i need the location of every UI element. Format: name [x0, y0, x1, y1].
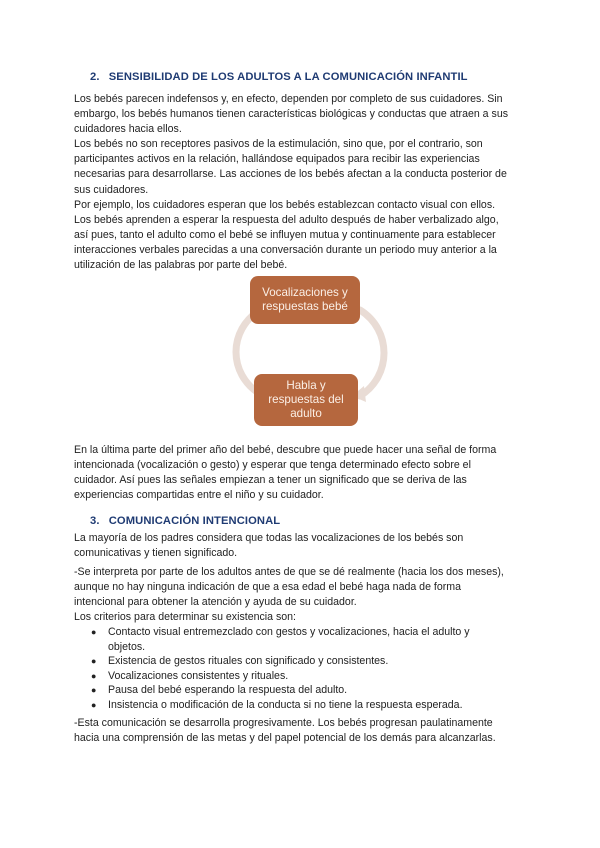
section-3-paragraph-2	[74, 565, 534, 625]
text-line: utilización de las palabras por parte del bebé.	[74, 259, 288, 272]
diagram-box-baby-line: respuestas bebé	[262, 300, 348, 313]
text-line: intencional para obtener la atención y ayuda de su cuidador.	[74, 596, 357, 609]
diagram-box-adult-line: Habla y	[286, 379, 326, 392]
text-line: -Esta comunicación se desarrolla progresivamente. Los bebés progresan paulatinamente	[74, 717, 493, 729]
bullet-icon: ●	[91, 627, 97, 637]
bullet-icon: ●	[91, 656, 97, 667]
text-line: comunicativas y tienen significado.	[74, 547, 238, 560]
text-line: embargo, los bebés humanos tienen características biológicas y conductas que atraen a sus	[74, 108, 509, 121]
text-line: -Se interpreta por parte de los adultos antes de que se dé realmente (hacia los dos meses),	[74, 566, 504, 578]
text-line: Por ejemplo, los cuidadores esperan que los bebés establezcan contacto visual con ellos.	[74, 198, 496, 211]
text-line: hacia una comprensión de las metas y del papel potencial de los demás para alcanzarlas.	[74, 732, 496, 745]
section-2-paragraph-1	[74, 92, 534, 273]
text-line: aunque no hay ninguna indicación de que a esa edad el bebé haga nada de forma	[74, 581, 461, 594]
criteria-list	[74, 625, 534, 713]
text-line: Los bebés parecen indefensos y, en efecto, dependen por completo de sus cuidadores. Sin	[74, 93, 503, 105]
text-line: participantes activos en la relación, hallándose equipados para recibir las experiencias	[74, 153, 480, 166]
section-3-paragraph-1	[74, 531, 534, 561]
text-line: cuidadores hacia ellos.	[74, 123, 182, 136]
diagram-box-baby	[250, 276, 360, 324]
list-item-text: Vocalizaciones consistentes y rituales.	[108, 669, 289, 682]
bullet-icon: ●	[91, 670, 97, 681]
bullet-icon: ●	[91, 699, 97, 710]
section-3-title: COMUNICACIÓN INTENCIONAL	[108, 515, 281, 527]
section-2-paragraph-2	[74, 443, 534, 503]
section-2-heading	[90, 71, 468, 83]
list-item	[74, 683, 534, 698]
diagram-box-adult-line: adulto	[290, 407, 322, 420]
text-line: En la última parte del primer año del bebé, descubre que puede hacer una señal de forma	[74, 444, 497, 456]
text-line: interacciones verbales parecidas a una conversación durante un periodo muy anterior a la	[74, 243, 497, 256]
list-item	[74, 669, 534, 684]
list-item	[74, 698, 534, 713]
text-line: Los bebés no son receptores pasivos de la estimulación, sino que, por el contrario, son	[74, 138, 483, 151]
section-3-number: 3.	[90, 515, 100, 527]
text-line: intencionada (vocalización o gesto) y esperar que tenga determinado efecto sobre el	[74, 459, 471, 472]
list-item	[74, 625, 534, 654]
text-line: así pues, tanto el adulto como el bebé se influyen mutua y continuamente para establecer	[74, 228, 496, 241]
text-line: La mayoría de los padres considera que todas las vocalizaciones de los bebés son	[74, 532, 464, 544]
diagram-box-adult-line: respuestas del	[268, 393, 344, 406]
list-item-text: Pausa del bebé esperando la respuesta del adulto.	[108, 684, 348, 697]
text-line: Los criterios para determinar su existencia son:	[74, 611, 296, 624]
list-item-text: Insistencia o modificación de la conducta si no tiene la respuesta esperada.	[108, 698, 463, 711]
diagram-box-baby-line: Vocalizaciones y	[262, 286, 348, 299]
list-item-text: Contacto visual entremezclado con gestos y vocalizaciones, hacia el adulto y	[108, 626, 470, 638]
section-2-number: 2.	[90, 71, 100, 83]
section-3-paragraph-3	[74, 716, 534, 746]
list-item	[74, 654, 534, 669]
text-line: Los bebés aprenden a esperar la respuesta del adulto después de haber verbalizado algo,	[74, 213, 499, 226]
list-item-text: objetos.	[108, 640, 146, 653]
text-line: sus cuidadores.	[74, 183, 149, 196]
cycle-diagram	[220, 268, 400, 436]
text-line: cuidador. Así pues las señales empiezan a tener un significado que se deriva de las	[74, 474, 467, 487]
text-line: experiencias compartidas entre el niño y su cuidador.	[74, 489, 324, 502]
section-3-heading	[90, 515, 280, 527]
diagram-box-adult	[254, 374, 358, 426]
text-line: necesarias para desarrollarse. Las acciones de los bebés afectan a la conducta posterior de	[74, 168, 507, 181]
list-item-text: Existencia de gestos rituales con significado y consistentes.	[108, 655, 389, 668]
bullet-icon: ●	[91, 685, 97, 696]
section-2-title: SENSIBILIDAD DE LOS ADULTOS A LA COMUNICACIÓN INFANTIL	[108, 71, 468, 83]
